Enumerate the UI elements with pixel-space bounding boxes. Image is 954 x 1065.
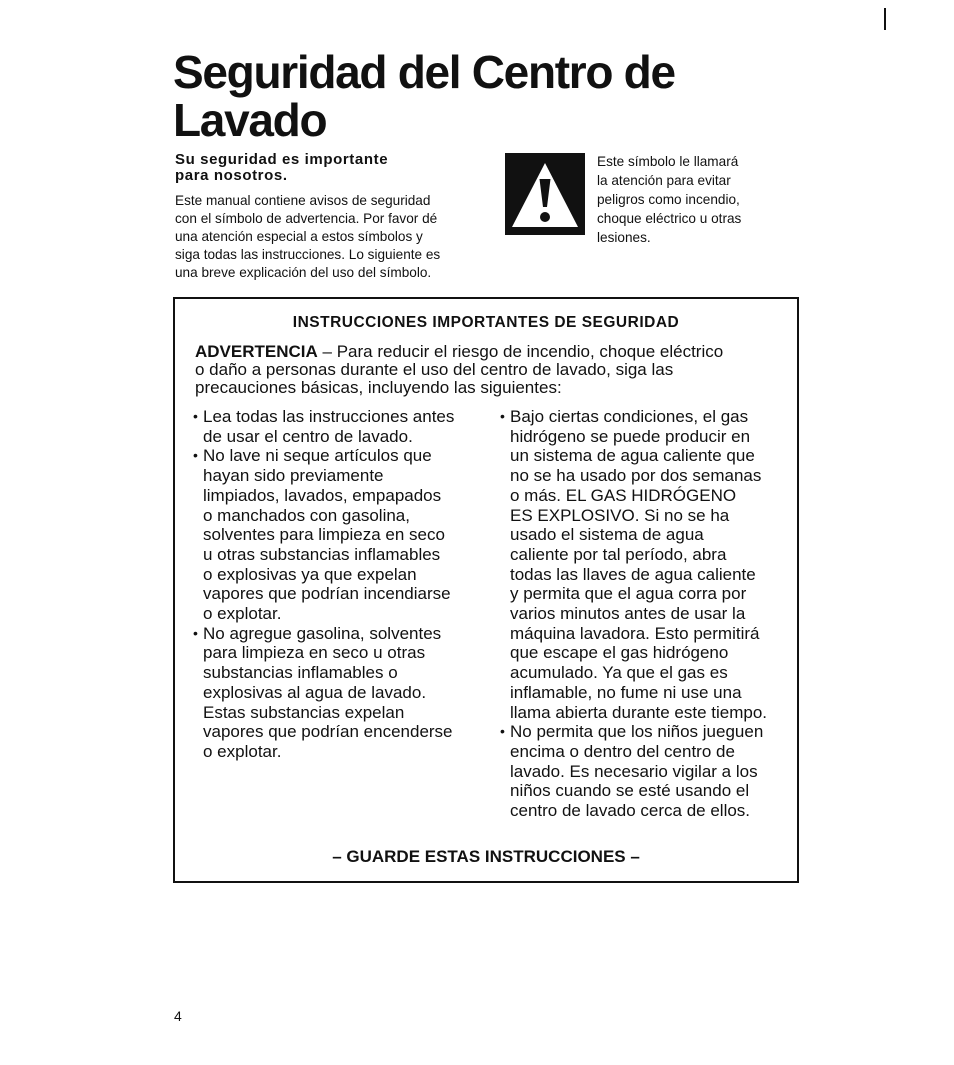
page-title-line-2: Lavado	[173, 94, 327, 146]
symbol-caption	[597, 152, 797, 247]
safety-instructions-box	[173, 297, 799, 883]
list-item-line: • No agregue gasolina, solventes	[203, 623, 442, 643]
list-item-line: y permita que el agua corra por	[510, 584, 747, 604]
intro-section	[175, 152, 480, 282]
list-item-line: que escape el gas hidrógeno	[510, 643, 729, 663]
list-item-line: no se ha usado por dos semanas	[510, 466, 762, 486]
intro-heading	[175, 152, 480, 184]
page-title-line-1: Seguridad del Centro de	[173, 46, 675, 98]
right-column	[500, 407, 790, 821]
intro-heading-line: para nosotros.	[175, 167, 288, 184]
list-item-line: para limpieza en seco u otras	[203, 643, 426, 663]
intro-body-line: con el símbolo de advertencia. Por favor dé	[175, 211, 438, 226]
list-item-line: centro de lavado cerca de ellos.	[510, 801, 751, 821]
list-item-line: substancias inflamables o	[203, 663, 398, 683]
list-item-line: • Bajo ciertas condiciones, el gas	[510, 407, 749, 426]
list-item	[193, 446, 493, 623]
symbol-caption-line: lesiones.	[597, 230, 651, 245]
list-item-line: Estas substancias expelan	[203, 702, 405, 722]
list-item	[193, 624, 493, 762]
list-item-line: vapores que podrían incendiarse	[203, 584, 451, 604]
page-number: 4	[174, 1008, 182, 1024]
warning-line: precauciones básicas, incluyendo las siguientes:	[195, 378, 562, 397]
list-item-line: o manchados con gasolina,	[203, 505, 410, 525]
list-item-line: todas las llaves de agua caliente	[510, 564, 756, 584]
list-item	[500, 722, 790, 821]
list-item	[193, 407, 493, 446]
list-item-line: ES EXPLOSIVO. Si no se ha	[510, 505, 730, 525]
page-title	[173, 48, 813, 144]
list-item-line: solventes para limpieza en seco	[203, 525, 445, 545]
list-item-line: llama abierta durante este tiempo.	[510, 702, 768, 722]
list-item-line: un sistema de agua caliente que	[510, 446, 755, 466]
warning-line-text: – Para reducir el riesgo de incendio, choque eléctrico	[317, 342, 724, 361]
list-item-line: • No lave ni seque artículos que	[203, 446, 432, 466]
list-item-line: explosivas al agua de lavado.	[203, 682, 427, 702]
list-item-line: hayan sido previamente	[203, 466, 384, 486]
list-item-line: caliente por tal período, abra	[510, 544, 727, 564]
warning-line	[195, 343, 785, 361]
list-item-line: de usar el centro de lavado.	[203, 426, 413, 446]
list-item-line: limpiados, lavados, empapados	[203, 485, 442, 505]
intro-body-line: una atención especial a estos símbolos y	[175, 229, 423, 244]
intro-body-line: una breve explicación del uso del símbolo.	[175, 265, 432, 280]
list-item-line: • No permita que los niños jueguen	[510, 722, 764, 742]
list-item-line: niños cuando se esté usando el	[510, 781, 750, 801]
list-item-line: u otras substancias inflamables	[203, 544, 441, 564]
list-item-line: acumulado. Ya que el gas es	[510, 663, 728, 683]
symbol-caption-line: choque eléctrico u otras	[597, 211, 742, 226]
list-item	[500, 407, 790, 722]
intro-body-line: Este manual contiene avisos de seguridad	[175, 193, 431, 208]
symbol-caption-line: Este símbolo le llamará	[597, 154, 739, 169]
list-item-line: inflamable, no fume ni use una	[510, 682, 742, 702]
warning-paragraph	[195, 343, 785, 397]
list-item-line: hidrógeno se puede producir en	[510, 426, 751, 446]
intro-heading-line: Su seguridad es importante	[175, 151, 389, 168]
symbol-caption-line: la atención para evitar	[597, 173, 731, 188]
list-item-line: máquina lavadora. Esto permitirá	[510, 623, 760, 643]
list-item-line: varios minutos antes de usar la	[510, 604, 746, 624]
list-item-line: o explosivas ya que expelan	[203, 564, 417, 584]
list-item-line: usado el sistema de agua	[510, 525, 704, 545]
symbol-caption-line: peligros como incendio,	[597, 192, 740, 207]
list-item-line: vapores que podrían encenderse	[203, 722, 453, 742]
intro-body	[175, 192, 480, 282]
warning-line: o daño a personas durante el uso del centro de lavado, siga las	[195, 360, 674, 379]
list-item-line: encima o dentro del centro de	[510, 741, 735, 761]
intro-body-line: siga todas las instrucciones. Lo siguiente es	[175, 247, 441, 262]
save-instructions-footer: – GUARDE ESTAS INSTRUCCIONES –	[332, 847, 640, 866]
page-edge-mark	[884, 8, 886, 30]
instructions-heading: INSTRUCCIONES IMPORTANTES DE SEGURIDAD	[292, 314, 680, 331]
left-column	[193, 407, 493, 762]
list-item-line: lavado. Es necesario vigilar a los	[510, 761, 758, 781]
list-item-line: • Lea todas las instrucciones antes	[203, 407, 455, 426]
list-item-line: o explotar.	[203, 741, 282, 761]
warning-triangle-icon	[505, 153, 585, 235]
list-item-line: o explotar.	[203, 604, 282, 624]
list-item-line: o más. EL GAS HIDRÓGENO	[510, 485, 737, 505]
warning-label: ADVERTENCIA	[195, 342, 318, 361]
